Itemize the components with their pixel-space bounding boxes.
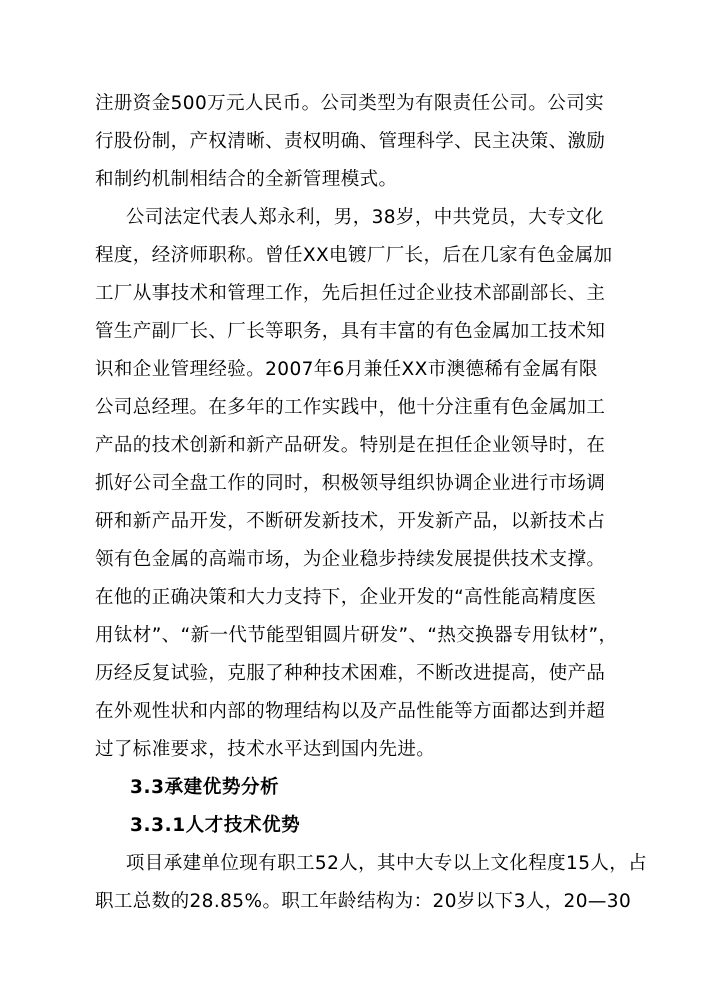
body-line: 职工总数的28.85%。职工年龄结构为：20岁以下3人，20—30	[95, 891, 632, 912]
body-line: 程度，经济师职称。曾任XX电镀厂厂长，后在几家有色金属加	[95, 245, 613, 266]
body-line: 在外观性状和内部的物理结构以及产品性能等方面都达到并超	[95, 701, 606, 722]
body-line: 工厂从事技术和管理工作，先后担任过企业技术部副部长、主	[95, 283, 606, 304]
body-line: 研和新产品开发，不断研发新技术，开发新产品，以新技术占	[95, 511, 606, 532]
body-line: 领有色金属的高端市场，为企业稳步持续发展提供技术支撑。	[95, 549, 606, 570]
body-line: 抓好公司全盘工作的同时，积极领导组织协调企业进行市场调	[95, 473, 606, 494]
body-line: 公司总经理。在多年的工作实践中，他十分注重有色金属加工	[95, 397, 606, 418]
body-line: 识和企业管理经验。2007年6月兼任XX市澳德稀有金属有限	[95, 359, 598, 380]
body-line: 在他的正确决策和大力支持下，企业开发的“高性能高精度医	[95, 587, 597, 608]
section-heading: 3.3承建优势分析	[130, 777, 280, 798]
body-line: 项目承建单位现有职工52人，其中大专以上文化程度15人，占	[107, 853, 648, 874]
body-line: 过了标准要求，技术水平达到国内先进。	[95, 739, 436, 760]
body-line: 产品的技术创新和新产品研发。特别是在担任企业领导时，在	[95, 435, 606, 456]
body-line: 用钛材”、“新一代节能型钼圆片研发”、“热交换器专用钛材”，	[95, 625, 618, 646]
body-line: 历经反复试验，克服了种种技术困难，不断改进提高，使产品	[95, 663, 606, 684]
body-line: 和制约机制相结合的全新管理模式。	[95, 169, 398, 190]
subsection-heading: 3.3.1人才技术优势	[130, 815, 301, 836]
body-line: 行股份制，产权清晰、责权明确、管理科学、民主决策、激励	[95, 131, 606, 152]
body-line: 公司法定代表人郑永利，男，38岁，中共党员，大专文化	[107, 207, 604, 228]
body-line: 注册资金500万元人民币。公司类型为有限责任公司。公司实	[95, 93, 605, 114]
body-line: 管生产副厂长、厂长等职务，具有丰富的有色金属加工技术知	[95, 321, 606, 342]
